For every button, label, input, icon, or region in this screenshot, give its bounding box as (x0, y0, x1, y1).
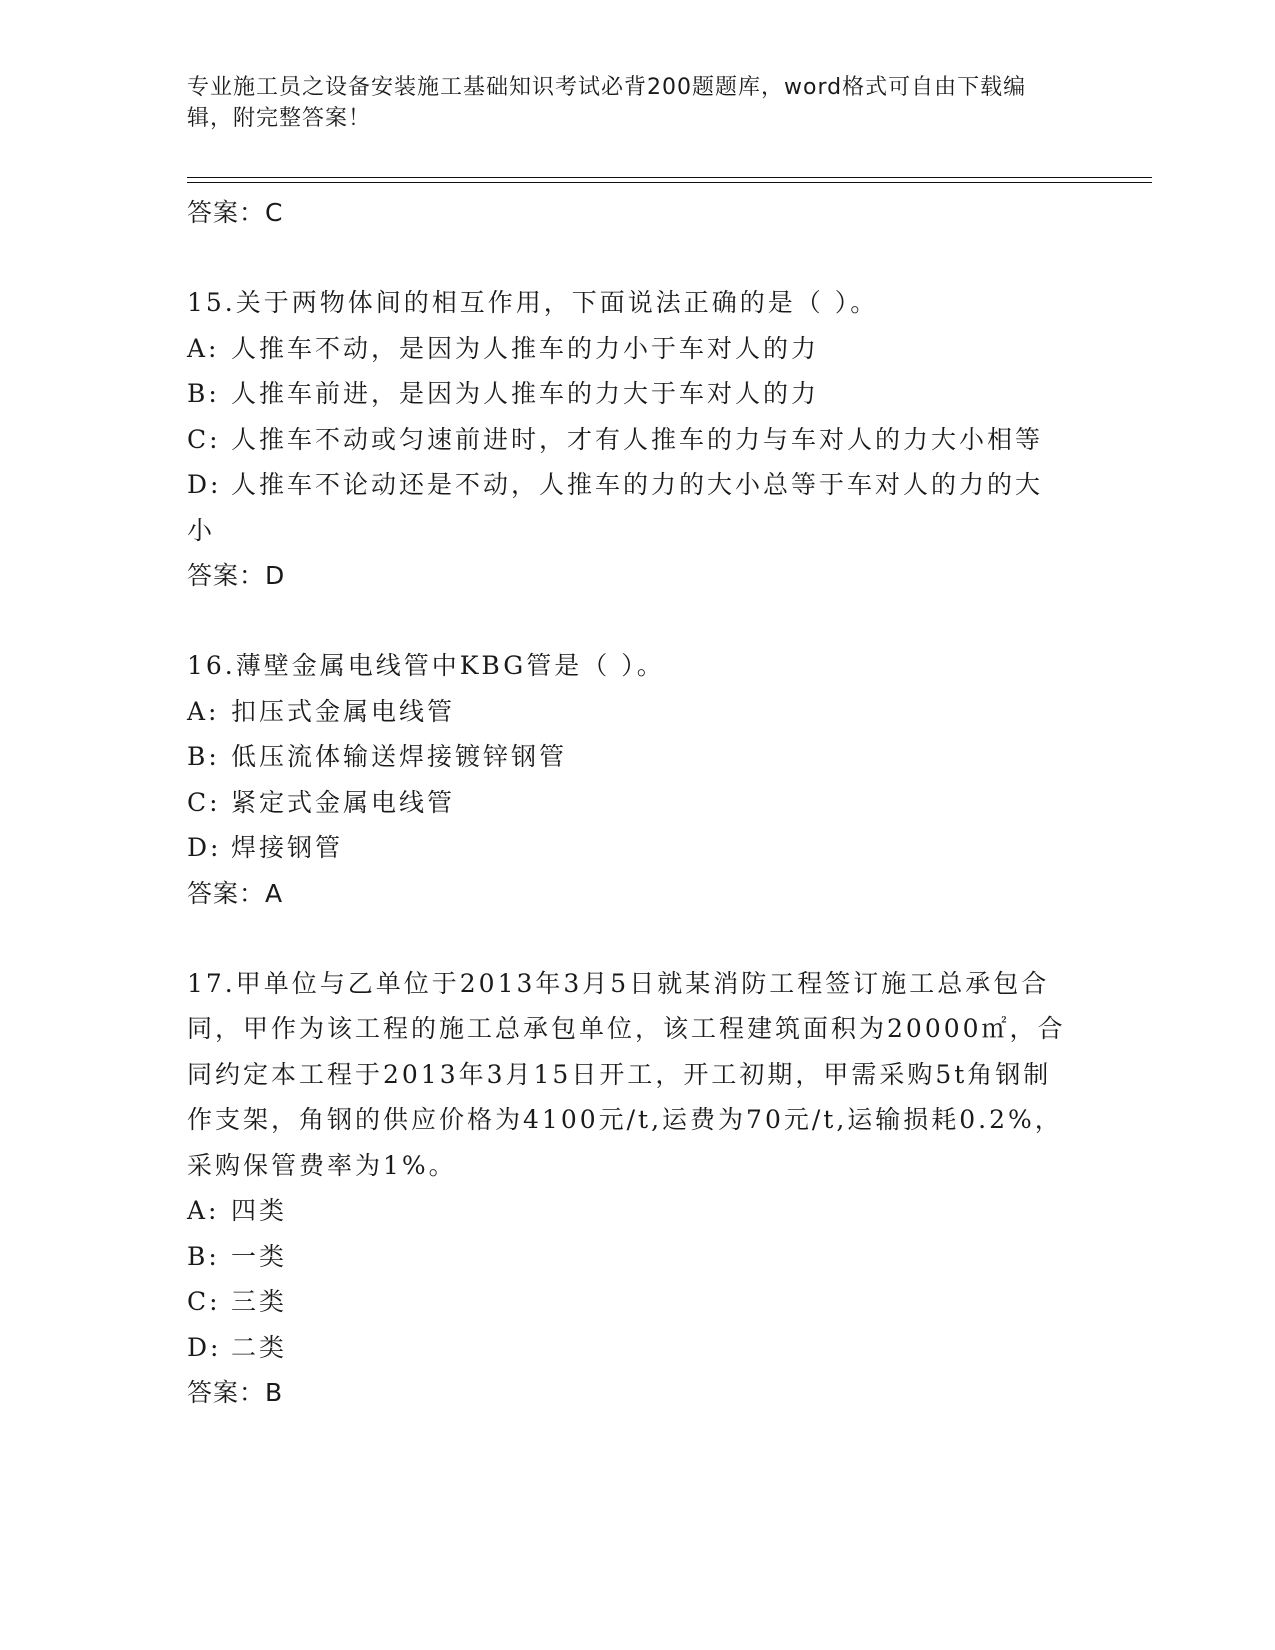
option-key: B: (187, 1241, 220, 1271)
option-text: 焊接钢管 (231, 833, 344, 862)
option-a (187, 689, 1067, 735)
option-key: D: (187, 833, 222, 862)
question-stem: 15.关于两物体间的相互作用，下面说法正确的是（ ）。 (187, 288, 879, 317)
option-key: C: (187, 1287, 221, 1316)
header-divider-line-second (187, 182, 1152, 183)
question-17 (187, 961, 1067, 1417)
option-text: 人推车前进，是因为人推车的力大于车对人的力 (231, 379, 820, 408)
option-d (187, 825, 1067, 871)
question-answer: 答案：B (187, 1378, 284, 1407)
option-key: B: (187, 742, 220, 771)
option-text: 紧定式金属电线管 (231, 787, 456, 817)
option-text: 一类 (231, 1241, 288, 1271)
option-c (187, 417, 1067, 463)
option-a (187, 326, 1067, 372)
option-key: A: (187, 333, 220, 363)
option-key: C: (187, 424, 221, 454)
option-key: B: (187, 379, 220, 408)
option-text: 低压流体输送焊接镀锌钢管 (231, 742, 568, 771)
question-answer: 答案：A (187, 878, 284, 908)
option-text: 二类 (231, 1332, 288, 1362)
option-d (187, 1325, 1067, 1371)
option-key: A: (187, 696, 220, 726)
option-key: D: (187, 1332, 222, 1362)
option-b (187, 734, 1067, 780)
header-divider-line (187, 177, 1152, 178)
option-key: A: (187, 1196, 220, 1225)
option-b (187, 371, 1067, 417)
option-a (187, 1188, 1067, 1234)
option-d (187, 462, 1067, 553)
option-c (187, 780, 1067, 826)
question-stem: 16.薄壁金属电线管中KBG管是（ ）。 (187, 651, 665, 680)
option-text: 扣压式金属电线管 (231, 696, 456, 726)
option-text: 人推车不论动还是不动，人推车的力的大小总等于车对人的力的大小 (187, 470, 1044, 545)
option-key: C: (187, 787, 221, 817)
option-text: 人推车不动，是因为人推车的力小于车对人的力 (231, 333, 820, 363)
question-15 (187, 280, 1067, 599)
question-answer: 答案：D (187, 561, 286, 590)
option-text: 三类 (231, 1287, 288, 1316)
option-c (187, 1279, 1067, 1325)
question-content (187, 190, 1067, 1416)
option-text: 四类 (231, 1196, 288, 1225)
option-b (187, 1234, 1067, 1280)
previous-answer: 答案：C (187, 198, 284, 227)
document-header-title: 专业施工员之设备安装施工基础知识考试必背200题题库，word格式可自由下载编辑，附完整答案！ (187, 75, 1027, 131)
option-key: D: (187, 470, 222, 499)
question-stem: 17.甲单位与乙单位于2013年3月5日就某消防工程签订施工总承包合同，甲作为该工程的施工总承包单位，该工程建筑面积为20000㎡，合同约定本工程于2013年3月15日开工，开工初期，甲需采购5t角钢制作支架，角钢的供应价格为4100元/t,运费为70元/t,运输损耗0.2%，采购保管费率为1%。 (187, 968, 1066, 1180)
option-text: 人推车不动或匀速前进时，才有人推车的力与车对人的力大小相等 (231, 424, 1044, 454)
question-16 (187, 643, 1067, 917)
